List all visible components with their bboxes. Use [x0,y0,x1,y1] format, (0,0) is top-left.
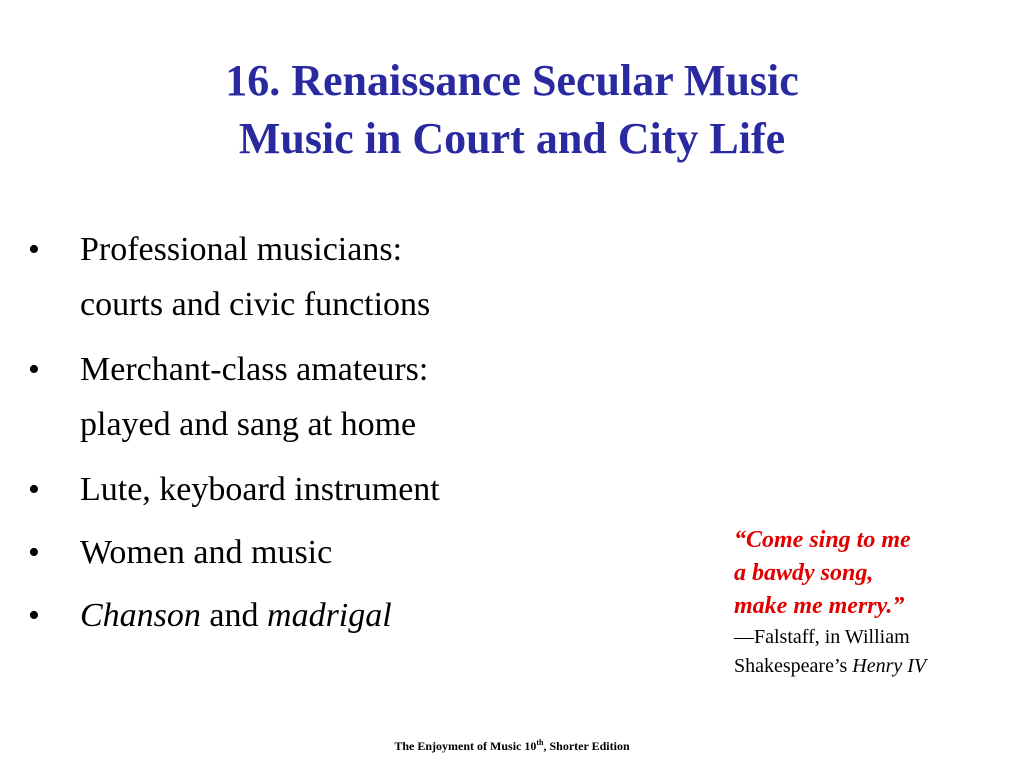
quote-line-3: make me merry.” [734,593,905,619]
bullet-item-professional-musicians [28,222,648,332]
attribution-author: Shakespeare’s [734,655,853,677]
madrigal-term: madrigal [267,597,392,634]
bullet-text-line-2: courts and civic functions [80,286,431,323]
bullet-text-line-2: played and sang at home [80,406,417,443]
bullet-text: Lute, keyboard instrument [80,471,440,508]
bullet-text: Women and music [80,534,333,571]
bullet-item-lute-keyboard [28,462,648,517]
bullet-item-women-and-music [28,525,648,580]
bullet-icon: • [28,471,40,508]
bullet-icon: • [28,534,40,571]
slide-footer [0,738,1024,754]
footer-text: The Enjoyment of Music 10 [394,739,537,753]
bullet-icon: • [28,351,40,388]
bullet-item-merchant-class [28,342,648,452]
quote-attribution-line-1: —Falstaff, in William [734,626,910,648]
bullet-text [80,588,648,643]
quote-line-1: “Come sing to me [734,527,911,553]
conjunction-text: and [200,597,268,634]
bullet-item-chanson-madrigal [28,588,648,643]
footer-superscript: th [536,738,544,747]
quote-line-2: a bawdy song, [734,560,874,586]
bullet-icon: • [28,231,40,268]
bullet-text-line-1: Merchant-class amateurs: [80,351,429,388]
attribution-work-title: Henry IV [852,655,927,677]
title-line-2: Music in Court and City Life [238,114,786,163]
chanson-term: Chanson [80,597,201,634]
title-line-1: 16. Renaissance Secular Music [225,56,799,105]
falstaff-quote [734,524,1004,681]
bullet-text-line-1: Professional musicians: [80,231,403,268]
slide-title [0,52,1024,168]
footer-suffix: , Shorter Edition [543,739,630,753]
bullet-list [28,222,648,651]
quote-attribution-line-2 [734,652,1004,681]
bullet-icon: • [28,597,40,634]
